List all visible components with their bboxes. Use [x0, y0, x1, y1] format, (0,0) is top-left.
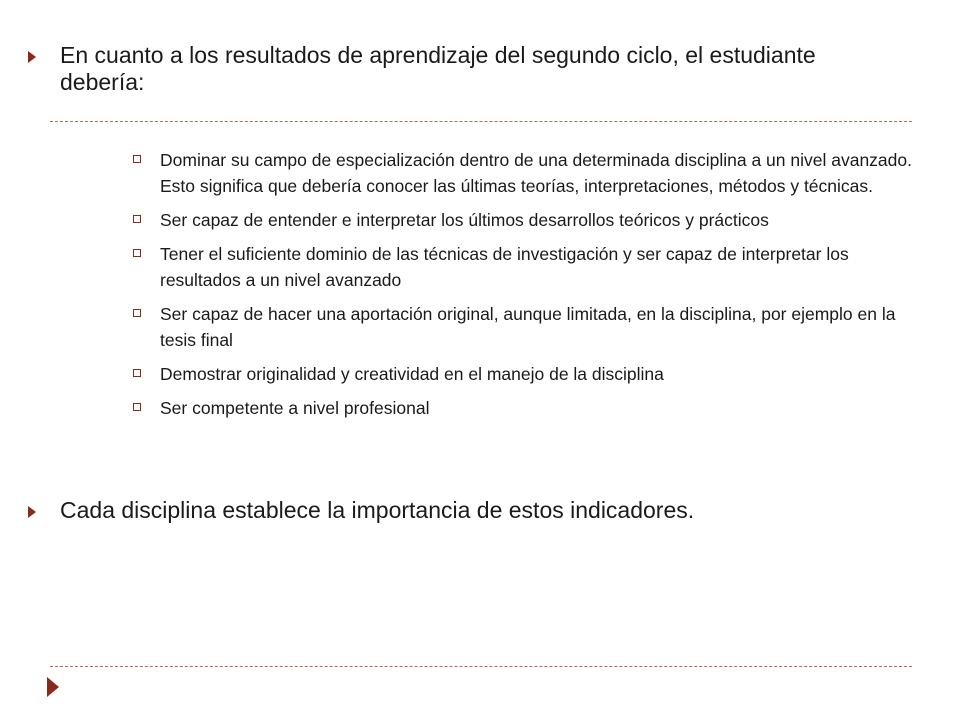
list-item: [133, 361, 923, 387]
bottom-divider: [50, 666, 912, 667]
sub-bullet-text: Ser competente a nivel profesional: [160, 398, 430, 418]
sub-bullet-list: [133, 147, 923, 429]
list-item: [133, 207, 923, 233]
hollow-square-icon: [133, 403, 141, 411]
sub-bullet-text: Ser capaz de hacer una aportación original, aunque limitada, en la disciplina, por ejemplo en la tesis final: [160, 304, 896, 350]
main-bullet-text: En cuanto a los resultados de aprendizaje del segundo ciclo, el estudiante debería:: [60, 42, 816, 95]
list-item: [133, 301, 923, 353]
sub-bullet-text: Ser capaz de entender e interpretar los últimos desarrollos teóricos y prácticos: [160, 210, 769, 230]
hollow-square-icon: [133, 155, 141, 163]
sub-bullet-text: Tener el suficiente dominio de las técnicas de investigación y ser capaz de interpretar los resultados a un nivel avanzado: [160, 244, 849, 290]
top-divider: [50, 121, 912, 122]
main-bullet-intro: [28, 42, 900, 96]
list-item: [133, 395, 923, 421]
main-bullet-text: Cada disciplina establece la importancia de estos indicadores.: [60, 497, 695, 523]
list-item: [133, 147, 923, 199]
sub-bullet-text: Dominar su campo de especialización dentro de una determinada disciplina a un nivel avanzado. Esto significa que debería conocer las últimas teorías, interpretaciones, métodos y técnicas.: [160, 150, 912, 196]
list-item: [133, 241, 923, 293]
sub-bullet-text: Demostrar originalidad y creatividad en el manejo de la disciplina: [160, 364, 664, 384]
hollow-square-icon: [133, 215, 141, 223]
triangle-arrow-icon: [28, 51, 36, 63]
main-bullet-conclusion: [28, 497, 694, 524]
hollow-square-icon: [133, 309, 141, 317]
footer-arrow-icon: [47, 677, 59, 697]
hollow-square-icon: [133, 369, 141, 377]
triangle-arrow-icon: [28, 506, 36, 518]
hollow-square-icon: [133, 249, 141, 257]
